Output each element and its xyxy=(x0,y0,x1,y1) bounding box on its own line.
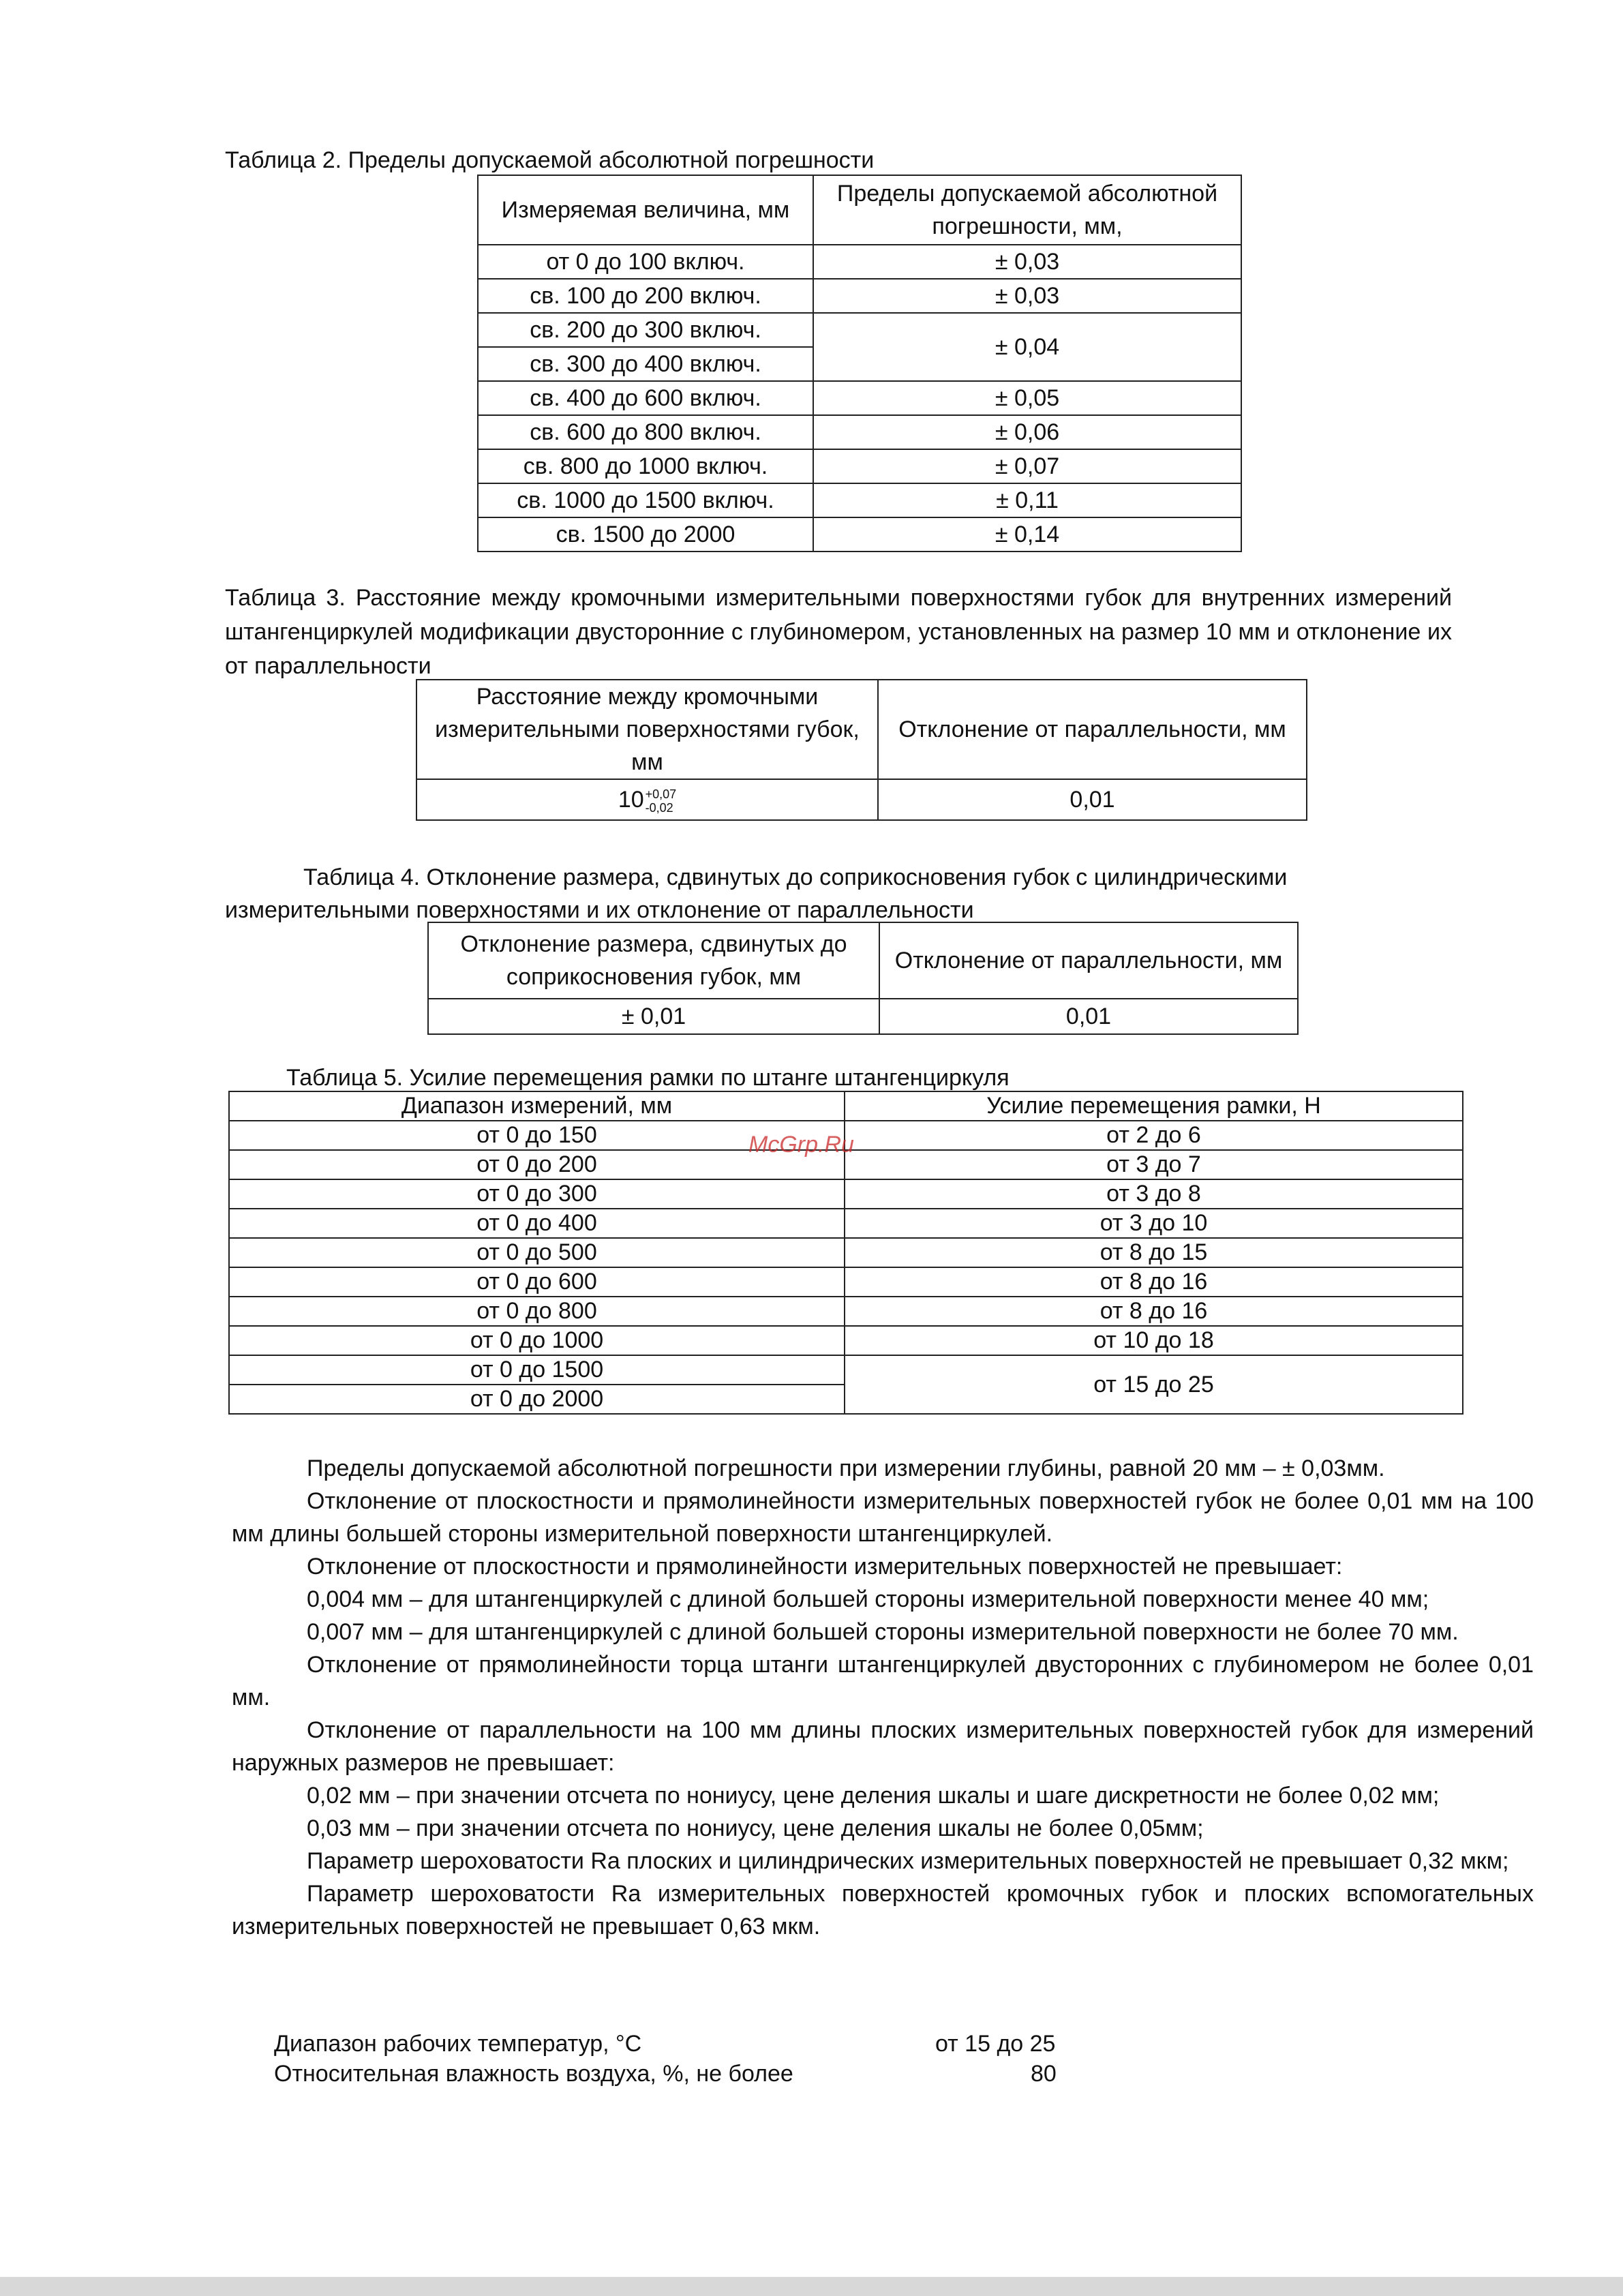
table3-tolerance-lower: -0,02 xyxy=(645,801,673,815)
table3-header-distance: Расстояние между кромочными измерительными поверхностями губок, мм xyxy=(416,680,878,779)
paragraph-jaw-flatness: Отклонение от плоскостности и прямолинейности измерительных поверхностей губок не более 0,01 мм на 100 мм длины большей стороны измерительной поверхности штангенциркулей. xyxy=(232,1488,1534,1547)
table2-cell: св. 400 до 600 включ. xyxy=(478,381,813,415)
table3-nominal-value xyxy=(416,779,878,820)
table2-caption: Таблица 2. Пределы допускаемой абсолютной погрешности xyxy=(225,147,875,173)
table5-cell: от 3 до 10 xyxy=(845,1209,1463,1238)
table2-cell: ± 0,14 xyxy=(813,517,1241,552)
table5-cell: от 8 до 16 xyxy=(845,1267,1463,1297)
paragraph-flatness-40mm: 0,004 мм – для штангенциркулей с длиной большей стороны измерительной поверхности менее 40 мм; xyxy=(307,1586,1429,1612)
table4-cell: ± 0,01 xyxy=(428,999,879,1034)
table2-header-limits: Пределы допускаемой абсолютной погрешности, мм, xyxy=(813,175,1241,245)
table2-cell: ± 0,05 xyxy=(813,381,1241,415)
paragraph-parallelism-003: 0,03 мм – при значении отсчета по нониусу, цене деления шкалы не более 0,05мм; xyxy=(307,1815,1204,1841)
table5-cell: от 0 до 1000 xyxy=(229,1326,845,1355)
condition-humidity-label: Относительная влажность воздуха, %, не более xyxy=(274,2061,793,2087)
table2-cell: ± 0,11 xyxy=(813,483,1241,517)
table5-header-range: Диапазон измерений, мм xyxy=(229,1091,845,1121)
table2-cell-merged: ± 0,04 xyxy=(813,313,1241,381)
table5-cell: от 0 до 400 xyxy=(229,1209,845,1238)
condition-humidity-value: 80 xyxy=(1031,2061,1057,2087)
condition-temperature-label: Диапазон рабочих температур, °С xyxy=(274,2031,642,2057)
paragraph-depth-error: Пределы допускаемой абсолютной погрешности при измерении глубины, равной 20 мм – ± 0,03мм. xyxy=(307,1455,1385,1481)
table2-cell: ± 0,06 xyxy=(813,415,1241,449)
table5-cell: от 10 до 18 xyxy=(845,1326,1463,1355)
table4-caption-line2: измерительными поверхностями и их отклонение от параллельности xyxy=(225,897,974,923)
table5-cell: от 8 до 16 xyxy=(845,1297,1463,1326)
table5-cell: от 0 до 800 xyxy=(229,1297,845,1326)
table2-header-quantity: Измеряемая величина, мм xyxy=(478,175,813,245)
table5-cell: от 3 до 8 xyxy=(845,1179,1463,1209)
condition-temperature-value: от 15 до 25 xyxy=(935,2031,1056,2057)
table3-header-deviation: Отклонение от параллельности, мм xyxy=(878,680,1307,779)
table2 xyxy=(477,175,1242,552)
table5-cell: от 8 до 15 xyxy=(845,1238,1463,1267)
paragraph-roughness-edge: Параметр шероховатости Ra измерительных поверхностей кромочных губок и плоских вспомогательных измерительных поверхностей не превышает 0,63 мкм. xyxy=(232,1881,1534,1939)
table4-header-size-deviation: Отклонение размера, сдвинутых до соприкосновения губок, мм xyxy=(428,922,879,999)
table2-cell: св. 100 до 200 включ. xyxy=(478,279,813,313)
paragraph-roughness-flat: Параметр шероховатости Ra плоских и цилиндрических измерительных поверхностей не превышает 0,32 мкм; xyxy=(307,1848,1509,1874)
watermark: McGrp.Ru xyxy=(748,1132,854,1158)
table5-cell: от 0 до 500 xyxy=(229,1238,845,1267)
table5-caption: Таблица 5. Усилие перемещения рамки по штанге штангенциркуля xyxy=(286,1065,1010,1091)
table3-tolerance xyxy=(646,787,677,815)
table2-cell: св. 1500 до 2000 xyxy=(478,517,813,552)
table5-cell: от 0 до 1500 xyxy=(229,1355,845,1385)
table2-cell: ± 0,07 xyxy=(813,449,1241,483)
table3-caption: Таблица 3. Расстояние между кромочными измерительными поверхностями губок для внутренних измерений штангенциркулей модификации двусторонние с глубиномером, установленных на размер 10 мм и отклонение их от параллельности xyxy=(225,585,1452,679)
paragraph-parallelism-002: 0,02 мм – при значении отсчета по нониусу, цене деления шкалы и шаге дискретности не более 0,02 мм; xyxy=(307,1783,1440,1809)
table5-cell-merged: от 15 до 25 xyxy=(845,1355,1463,1414)
table2-cell: св. 200 до 300 включ. xyxy=(478,313,813,347)
table2-cell: св. 1000 до 1500 включ. xyxy=(478,483,813,517)
table4 xyxy=(427,922,1299,1035)
scan-bottom-edge xyxy=(0,2277,1623,2296)
paragraph-surface-flatness: Отклонение от плоскостности и прямолинейности измерительных поверхностей не превышает: xyxy=(307,1554,1343,1580)
table5-cell: от 0 до 150 xyxy=(229,1121,845,1150)
table5-cell: от 0 до 600 xyxy=(229,1267,845,1297)
table5-cell: от 0 до 2000 xyxy=(229,1385,845,1414)
table2-cell: ± 0,03 xyxy=(813,245,1241,279)
table3-value-base: 10 xyxy=(618,787,644,813)
table5-cell: от 3 до 7 xyxy=(845,1150,1463,1179)
table3-deviation-value: 0,01 xyxy=(878,779,1307,820)
table2-cell: св. 800 до 1000 включ. xyxy=(478,449,813,483)
paragraph-flatness-70mm: 0,007 мм – для штангенциркулей с длиной большей стороны измерительной поверхности не более 70 мм. xyxy=(307,1619,1459,1645)
table5-cell: от 0 до 200 xyxy=(229,1150,845,1179)
paragraph-rod-straightness: Отклонение от прямолинейности торца штанги штангенциркулей двусторонних с глубиномером не более 0,01 мм. xyxy=(232,1652,1534,1710)
table2-cell: св. 300 до 400 включ. xyxy=(478,347,813,381)
table5-cell: от 0 до 300 xyxy=(229,1179,845,1209)
table4-caption-line1: Таблица 4. Отклонение размера, сдвинутых до соприкосновения губок с цилиндрическими xyxy=(303,864,1288,890)
table2-cell: от 0 до 100 включ. xyxy=(478,245,813,279)
table5-header-force: Усилие перемещения рамки, Н xyxy=(845,1091,1463,1121)
table2-cell: св. 600 до 800 включ. xyxy=(478,415,813,449)
table5-cell: от 2 до 6 xyxy=(845,1121,1463,1150)
table3-tolerance-upper: +0,07 xyxy=(645,787,677,802)
table3 xyxy=(416,679,1307,821)
paragraph-parallelism: Отклонение от параллельности на 100 мм длины плоских измерительных поверхностей губок для измерений наружных размеров не превышает: xyxy=(232,1717,1534,1776)
body-text xyxy=(232,1452,1534,1943)
table4-cell: 0,01 xyxy=(879,999,1298,1034)
table4-header-parallel-deviation: Отклонение от параллельности, мм xyxy=(879,922,1298,999)
table2-cell: ± 0,03 xyxy=(813,279,1241,313)
